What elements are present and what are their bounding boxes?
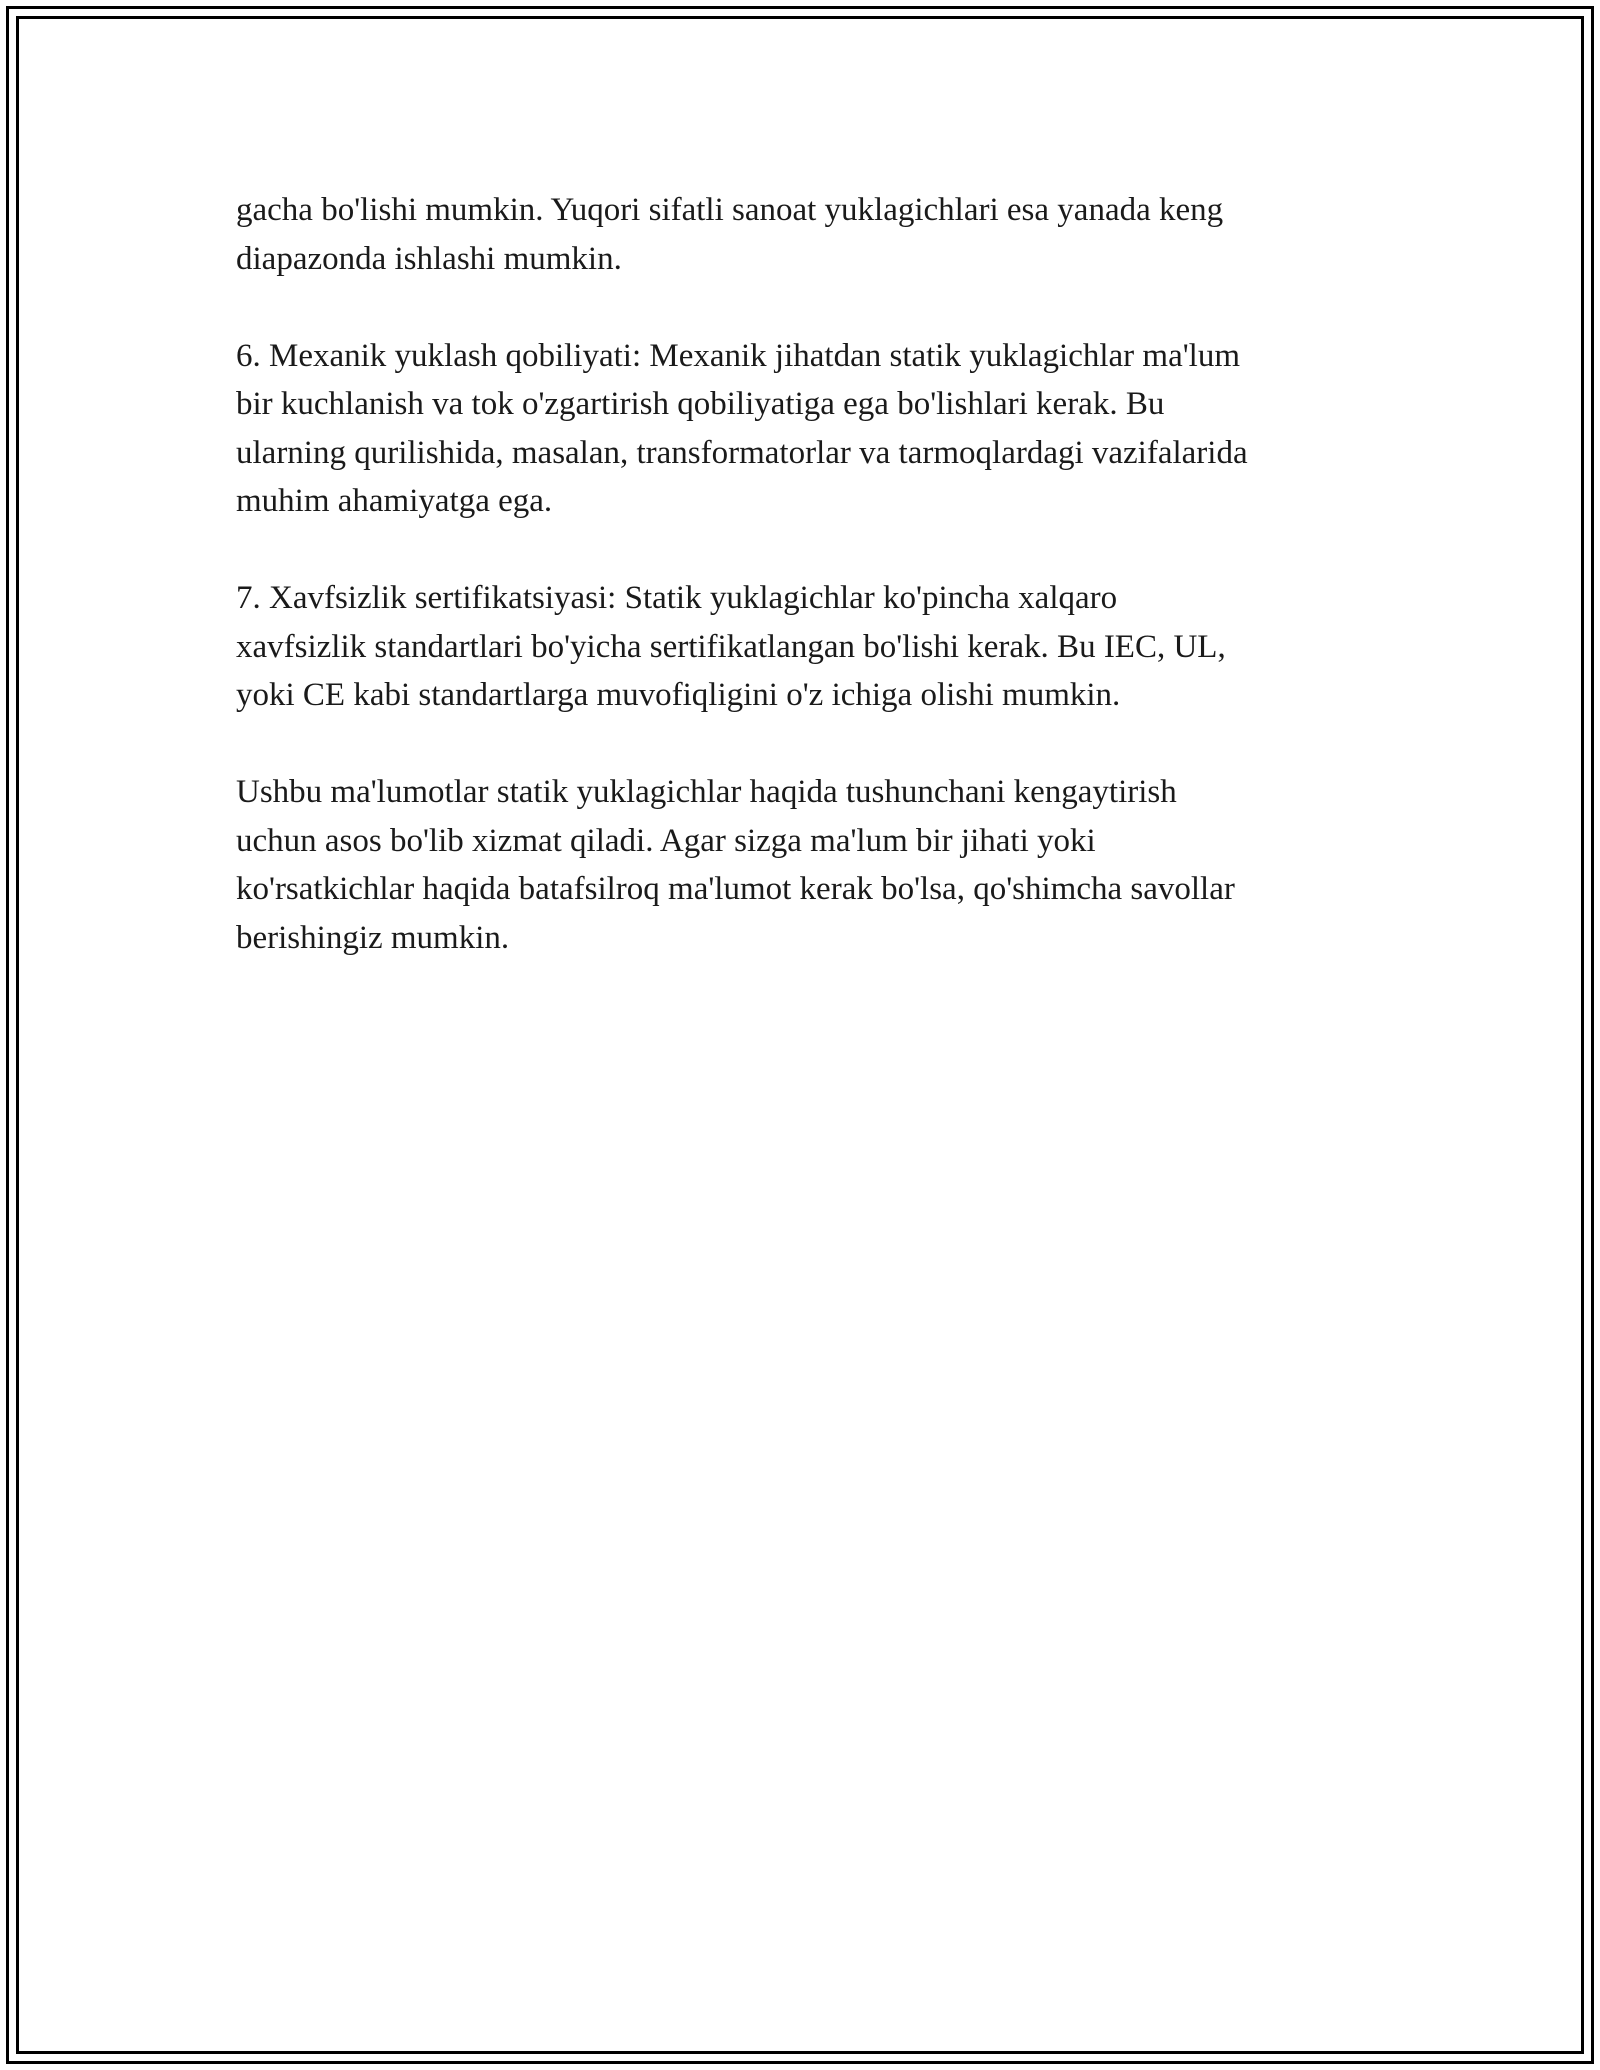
paragraph-item-6	[236, 332, 1371, 526]
paragraph-continuation	[236, 186, 1371, 283]
text-line: 6. Mexanik yuklash qobiliyati: Mexanik jihatdan statik yuklagichlar ma'lum	[236, 337, 1241, 374]
text-line: gacha bo'lishi mumkin. Yuqori sifatli sanoat yuklagichlari esa yanada keng	[236, 192, 1224, 228]
document-body	[236, 186, 1371, 1011]
text-line: uchun asos bo'lib xizmat qiladi. Agar sizga ma'lum bir jihati yoki	[236, 822, 1096, 859]
text-line: ko'rsatkichlar haqida batafsilroq ma'lumot kerak bo'lsa, qo'shimcha savollar	[236, 871, 1235, 907]
text-line: xavfsizlik standartlari bo'yicha sertifikatlangan bo'lishi kerak. Bu IEC, UL,	[236, 628, 1226, 665]
text-line: Ushbu ma'lumotlar statik yuklagichlar haqida tushunchani kengaytirish	[236, 774, 1177, 810]
paragraph-conclusion	[236, 768, 1371, 962]
text-line: diapazonda ishlashi mumkin.	[236, 240, 622, 277]
text-line: ularning qurilishida, masalan, transformatorlar va tarmoqlardagi vazifalarida	[236, 434, 1248, 471]
paragraph-item-7	[236, 574, 1371, 720]
text-line: yoki CE kabi standartlarga muvofiqligini o'z ichiga olishi mumkin.	[236, 677, 1121, 713]
text-line: berishingiz mumkin.	[236, 919, 510, 956]
text-line: bir kuchlanish va tok o'zgartirish qobiliyatiga ega bo'lishlari kerak. Bu	[236, 386, 1165, 422]
text-line: muhim ahamiyatga ega.	[236, 483, 553, 519]
text-line: 7. Xavfsizlik sertifikatsiyasi: Statik yuklagichlar ko'pincha xalqaro	[236, 580, 1118, 616]
